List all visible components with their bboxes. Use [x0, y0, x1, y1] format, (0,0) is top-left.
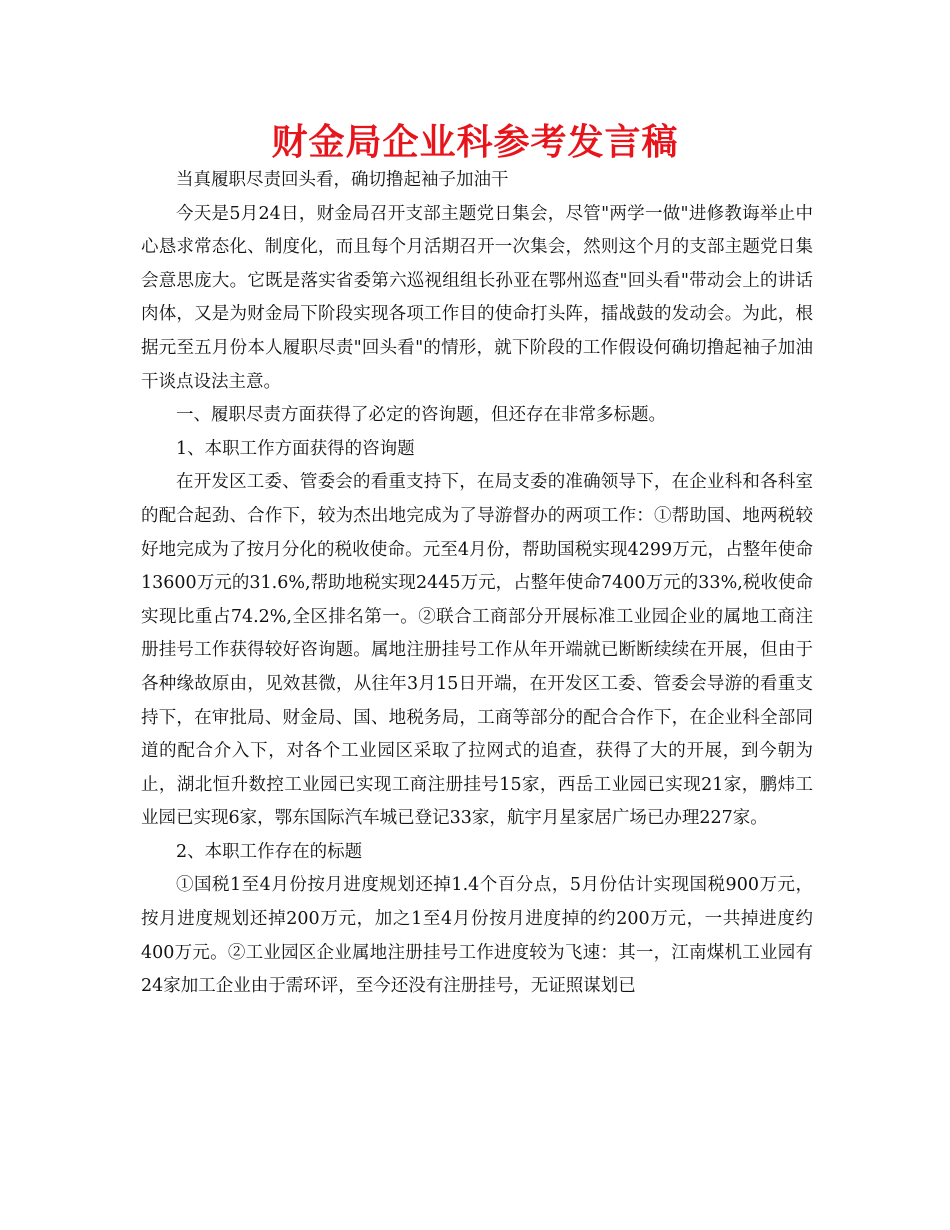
paragraph-subtitle: 当真履职尽责回头看，确切撸起袖子加油干: [176, 170, 509, 190]
paragraph-subheading-problems: 2、本职工作存在的标题: [176, 841, 363, 862]
paragraph-section-heading: 一、履职尽责方面获得了必定的咨询题，但还存在非常多标题。: [176, 405, 666, 426]
paragraph-problems: ①国税1至4月份按月进度规划还掉1.4个百分点，5月份估计实现国税900万元，按月进度规划还掉200万元，加之1至4月份按月进度掉的约200万元，一共掉进度约400万元。②工业园区企业属地注册挂号工作进度较为飞速：其一，江南煤机工业园有24家加工企业由于需环评，至今还没有注册挂号，无证照谋划已: [141, 875, 813, 997]
paragraph-intro: 今天是5月24日，财金局召开支部主题党日集会，尽管"两学一做"进修教诲举止中心恳求常态化、制度化，而且每个月活期召开一次集会，然则这个月的支部主题党日集会意思庞大。它既是落实省委第六巡视组组长孙亚在鄂州巡查"回头看"带动会上的讲话肉体，又是为财金局下阶段实现各项工作目的使命打头阵，擂战鼓的发动会。为此，根据元至五月份本人履职尽责"回头看"的情形，就下阶段的工作假设何确切撸起袖子加油干谈点设法主意。: [141, 203, 813, 392]
paragraph-achievements: 在开发区工委、管委会的看重支持下，在局支委的准确领导下，在企业科和各科室的配合起劲、合作下，较为杰出地完成为了导游督办的两项工作：①帮助国、地两税较好地完成为了按月分化的税收使命。元至4月份，帮助国税实现4299万元，占整年使命13600万元的31.6%,帮助地税实现2445万元，占整年使命7400万元的33%,税收使命实现比重占74.2%,全区排名第一。②联合工商部分开展标准工业园企业的属地工商注册挂号工作获得较好咨询题。属地注册挂号工作从年开端就已断断续续在开展，但由于各种缘故原由，见效甚微，从往年3月15日开端，在开发区工委、管委会导游的看重支持下，在审批局、财金局、国、地税务局，工商等部分的配合合作下，在企业科全部同道的配合介入下，对各个工业园区采取了拉网式的追查，获得了大的开展，到今朝为止，湖北恒升数控工业园已实现工商注册挂号15家，西岳工业园已实现21家，鹏炜工业园已实现6家，鄂东国际汽车城已登记33家，航宇月星家居广场已办理227家。: [141, 472, 813, 829]
paragraph-subheading-achievements: 1、本职工作方面获得的咨询题: [176, 438, 415, 459]
document-title: 财金局企业科参考发言稿: [271, 122, 679, 163]
document-body: [141, 164, 813, 1004]
